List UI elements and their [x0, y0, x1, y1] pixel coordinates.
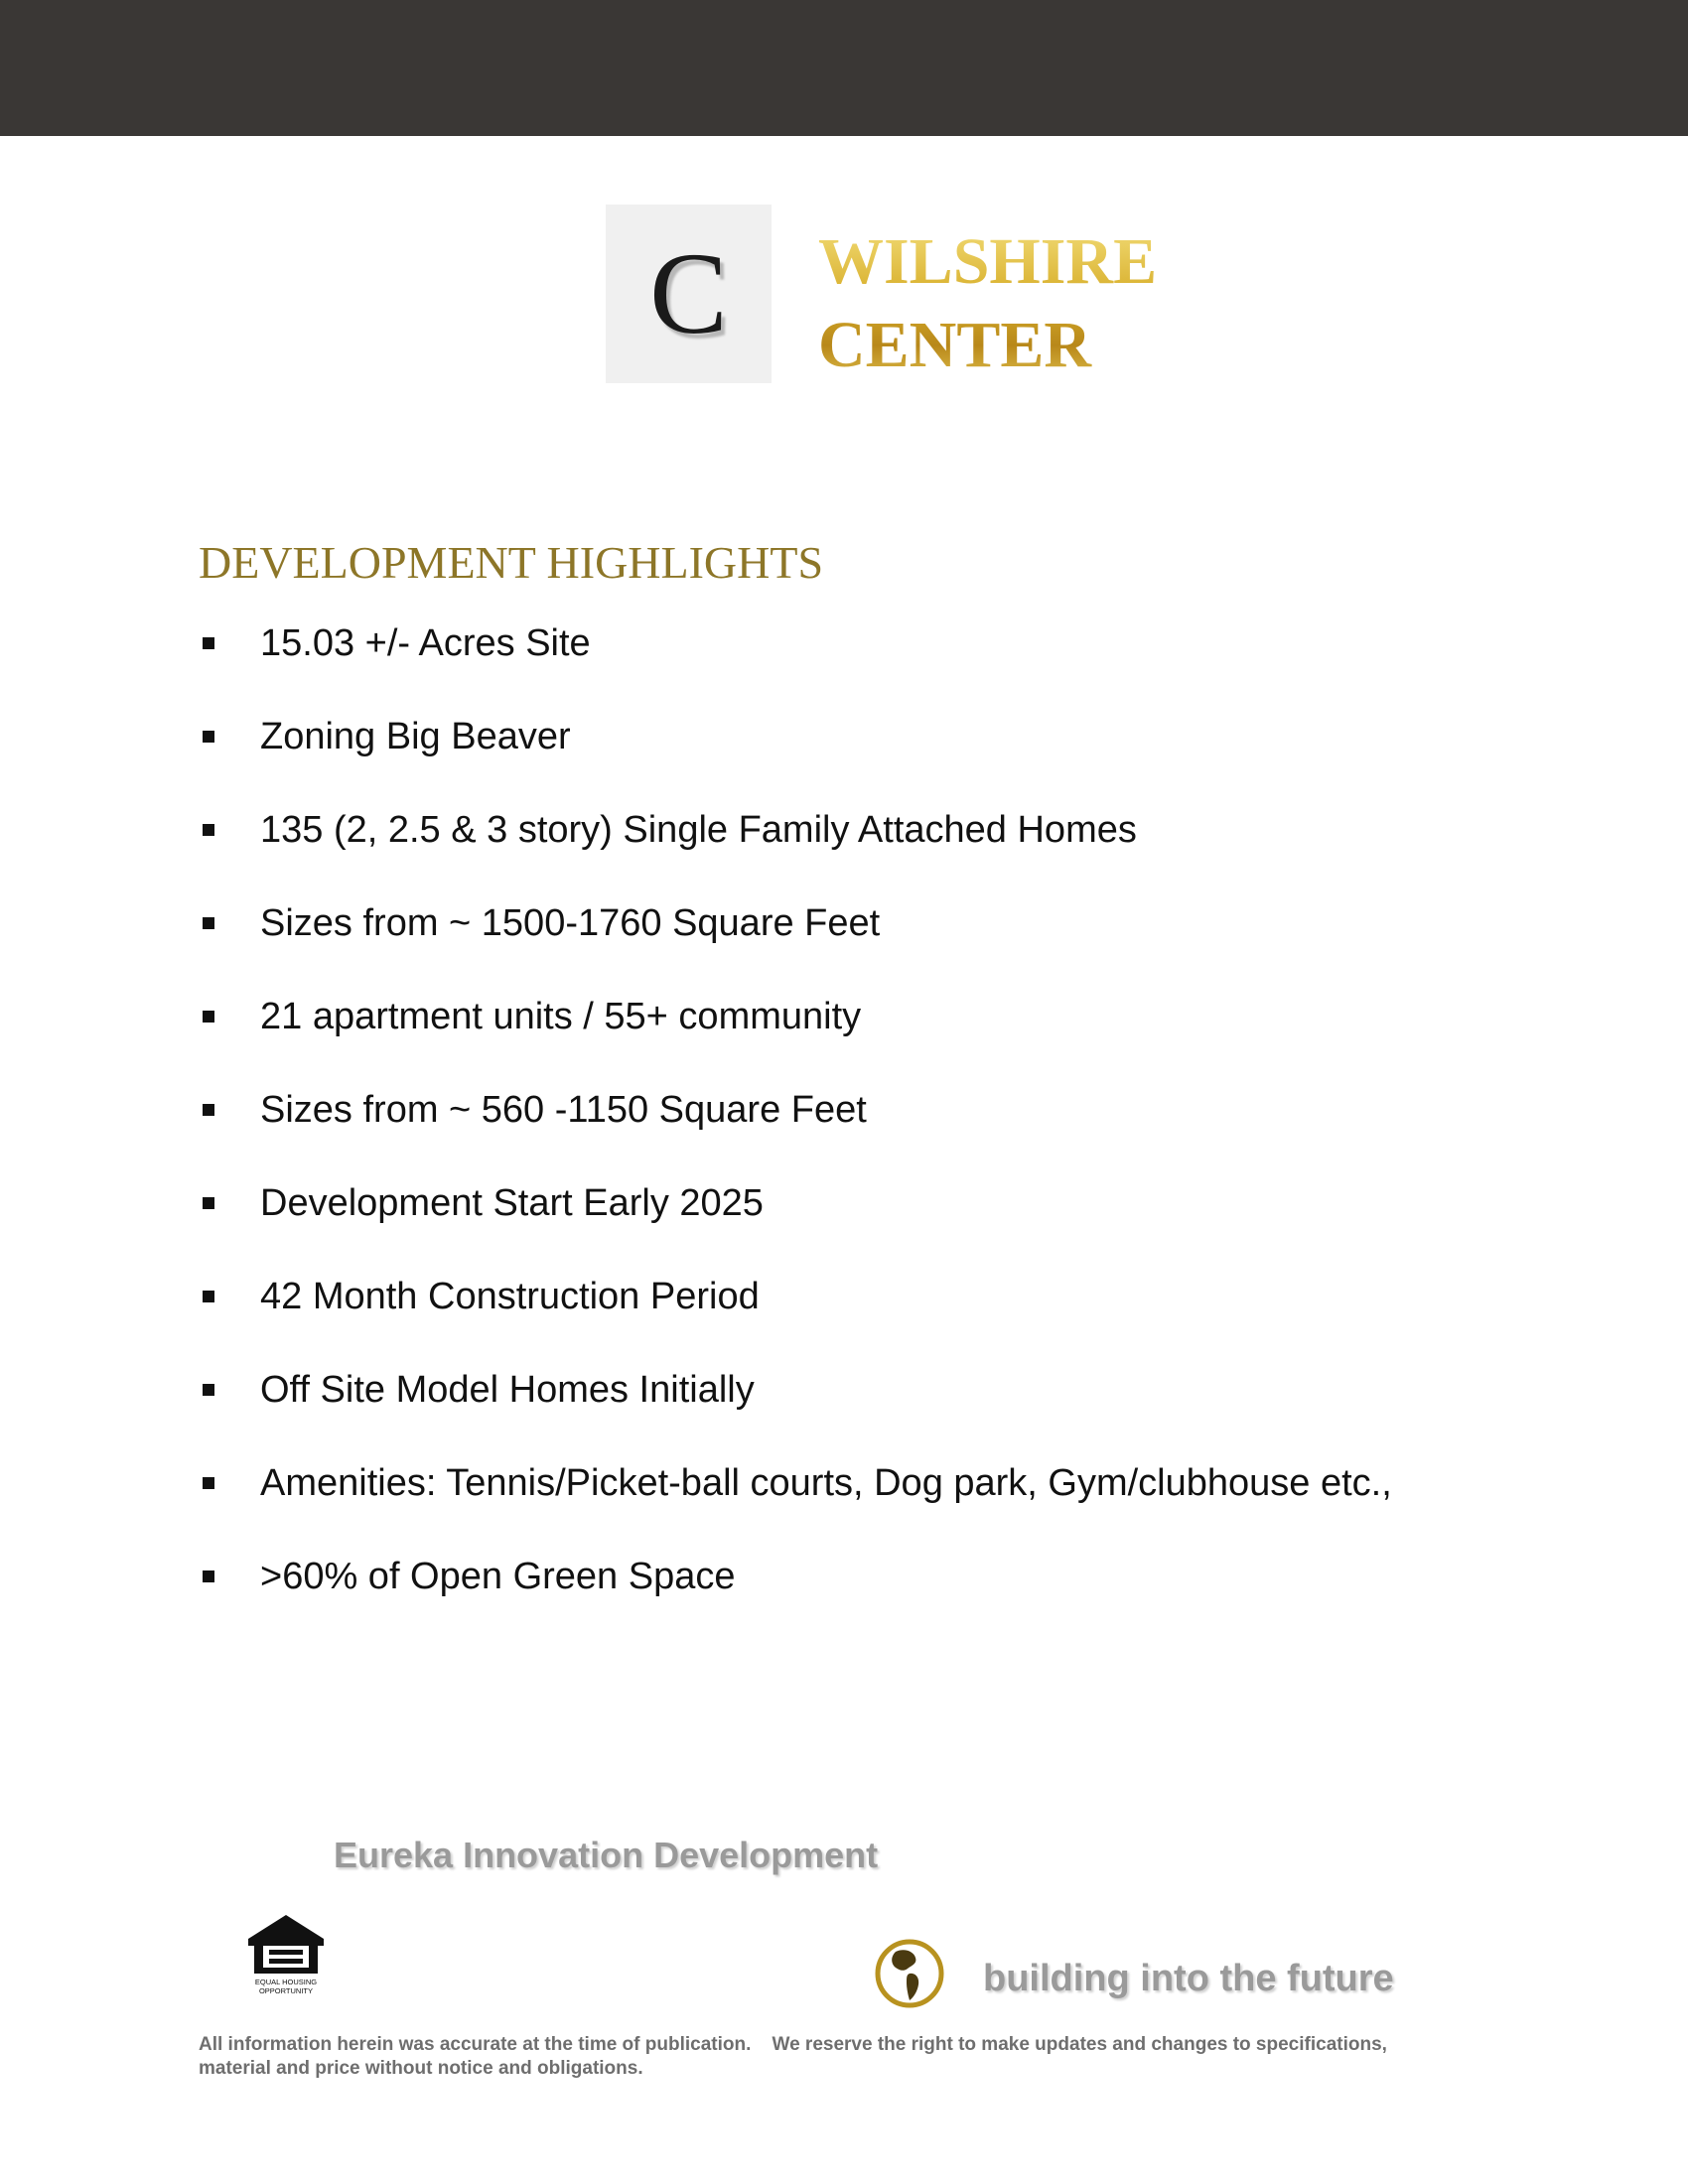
highlight-item [199, 1077, 1392, 1170]
bullet-icon [203, 731, 214, 743]
highlight-text: Sizes from ~ 1500-1760 Square Feet [260, 902, 881, 944]
highlight-item [199, 1450, 1392, 1544]
tagline: building into the future [983, 1958, 1394, 1999]
globe-icon [874, 1938, 945, 2009]
disclaimer: All information herein was accurate at the time of publication. We reserve the right to make updates and changes to specifications, material and price without notice and obligations. [199, 2034, 1393, 2079]
logo-title [818, 220, 1157, 387]
bullet-icon [203, 1384, 214, 1396]
highlight-text: Zoning Big Beaver [260, 716, 571, 757]
logo-mark [606, 205, 772, 383]
equal-housing-text-2: OPPORTUNITY [258, 1986, 314, 1995]
highlight-item [199, 984, 1392, 1077]
highlight-item [199, 1544, 1392, 1637]
highlight-text: Amenities: Tennis/Picket-ball courts, Dog park, Gym/clubhouse etc., [260, 1462, 1392, 1504]
top-bar [0, 0, 1688, 136]
bullet-icon [203, 824, 214, 836]
bullet-icon [203, 1011, 214, 1023]
bullet-icon [203, 1104, 214, 1116]
highlight-text: >60% of Open Green Space [260, 1556, 736, 1597]
bullet-icon [203, 917, 214, 929]
highlights-list [199, 611, 1392, 1637]
section-heading: DEVELOPMENT HIGHLIGHTS [199, 537, 824, 588]
logo-title-line1: WILSHIRE [818, 225, 1158, 298]
bullet-icon [203, 1291, 214, 1302]
highlight-text: 21 apartment units / 55+ community [260, 996, 862, 1037]
highlight-text: Development Start Early 2025 [260, 1182, 764, 1224]
highlight-item [199, 1264, 1392, 1357]
logo-title-line2: CENTER [818, 309, 1092, 381]
highlight-item [199, 1170, 1392, 1264]
equal-housing-icon [244, 1912, 328, 1997]
highlight-text: 15.03 +/- Acres Site [260, 622, 591, 664]
highlight-text: 42 Month Construction Period [260, 1276, 760, 1317]
highlight-text: Sizes from ~ 560 -1150 Square Feet [260, 1089, 867, 1131]
company-name: Eureka Innovation Development [334, 1835, 879, 1875]
highlight-item [199, 890, 1392, 984]
highlight-text: Off Site Model Homes Initially [260, 1369, 755, 1411]
bullet-icon [203, 1477, 214, 1489]
highlight-item [199, 1357, 1392, 1450]
equal-housing-text-1: EQUAL HOUSING [254, 1978, 318, 1986]
highlight-item [199, 704, 1392, 797]
bullet-icon [203, 1570, 214, 1582]
highlight-item [199, 797, 1392, 890]
bullet-icon [203, 1197, 214, 1209]
highlight-text: 135 (2, 2.5 & 3 story) Single Family Attached Homes [260, 809, 1137, 851]
logo-letter: C [649, 228, 728, 358]
bullet-icon [203, 637, 214, 649]
highlight-item [199, 611, 1392, 704]
